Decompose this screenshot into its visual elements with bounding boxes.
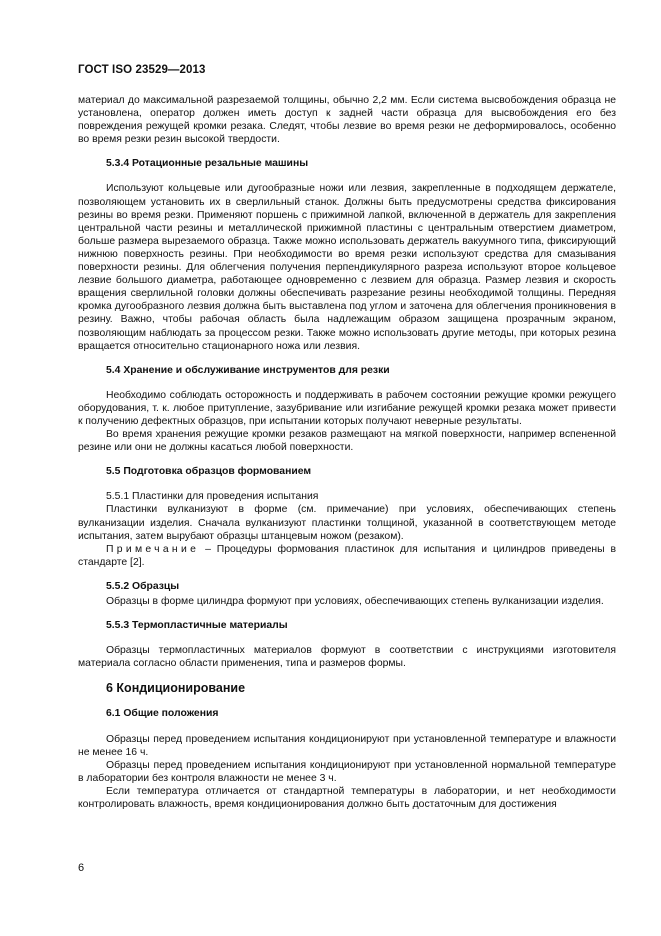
page-number: 6	[78, 862, 85, 874]
note	[78, 543, 616, 569]
paragraph-6-1-1: Образцы перед проведением испытания кондиционируют при установленной температуре и влажности не менее 16 ч.	[78, 733, 616, 758]
section-heading-5-3-4: 5.3.4 Ротационные резальные машины	[106, 158, 309, 170]
document-body	[78, 94, 616, 811]
section-heading-6-1: 6.1 Общие положения	[106, 708, 219, 720]
paragraph-5-3-4: Используют кольцевые или дугообразные ножи или лезвия, закрепленные в подходящем держателе, позволяющем установить их в сверлильный станок. Должны быть предусмотрены средства фиксирования резины во время резки. Применяют поршень с прижимной лапкой, включенной в держатель для закрепления центральной части резины и металлической прижимной пластины с центральным отверстием диаметром, больше размера вырезаемого образца. Также можно использовать держатель вакуумного типа, фиксирующий нижнюю поверхность резины. При необходимости во время резки используют средства для смазывания поверхности резины. Для облегчения получения перпендикулярного разреза используют второе кольцевое лезвие большого диаметра, работающее одновременно с лезвием для образца. Размер лезвия и скорость вращения сверлильной головки должны обеспечивать разрезание резины необходимой толщины. Передняя кромка дугообразного лезвия должна быть выставлена под углом и заточена для облегчения проникновения в резину. Важно, чтобы рабочая область была надлежащим образом защищена прозрачным экраном, позволяющим наблюдать за процессом резки. Также можно использовать другие методы, при которых резина вращается относительно стационарного ножа или лезвия.	[78, 183, 616, 352]
paragraph-5-4-1: Необходимо соблюдать осторожность и поддерживать в рабочем состоянии режущие кромки режущего оборудования, т. к. любое притупление, зазубривание или изгибание режущей кромки резака может привести к получению дефектных образцов, при испытании которых получают неверные результаты.	[78, 389, 616, 427]
section-heading-5-5-2: 5.5.2 Образцы	[106, 580, 180, 592]
note-label: Примечание	[106, 543, 200, 555]
chapter-heading-6: 6 Кондиционирование	[106, 681, 246, 696]
paragraph-intro: материал до максимальной разрезаемой толщины, обычно 2,2 мм. Если система высвобождения образца не установлена, оператор должен иметь доступ к задней части образца для высвобождения его без повреждения режущей кромки резака. Следят, чтобы лезвие во время резки не деформировалось, особенно во время резки резин высокой твердости.	[78, 95, 616, 146]
paragraph-5-4-2: Во время хранения режущие кромки резаков размещают на мягкой поверхности, например вспененной резине или они не должны касаться любой поверхности.	[78, 429, 616, 454]
paragraph-5-5-3: Образцы термопластичных материалов формуют в соответствии с инструкциями изготовителя материала согласно области применения, типа и размеров формы.	[78, 645, 616, 670]
section-heading-5-4: 5.4 Хранение и обслуживание инструментов для резки	[106, 364, 390, 376]
section-heading-5-5-3: 5.5.3 Термопластичные материалы	[106, 620, 288, 632]
section-heading-5-5: 5.5 Подготовка образцов формованием	[106, 466, 312, 478]
paragraph-5-5-2: Образцы в форме цилиндра формуют при условиях, обеспечивающих степень вулканизации изделия.	[106, 596, 604, 607]
subsection-heading-5-5-1: 5.5.1 Пластинки для проведения испытания	[106, 491, 319, 503]
paragraph-5-5-1: Пластинки вулканизуют в форме (см. примечание) при условиях, обеспечивающих степень вулканизации изделия. Сначала вулканизуют пластинки толщиной, указанной в соответствующем методе испытания, затем вырубают образцы штанцевым ножом (резаком).	[78, 504, 616, 542]
document-header: ГОСТ ISO 23529—2013	[78, 64, 206, 76]
paragraph-6-1-2: Образцы перед проведением испытания кондиционируют при установленной нормальной температуре в лаборатории без контроля влажности не менее 3 ч.	[78, 759, 616, 784]
paragraph-6-1-3: Если температура отличается от стандартной температуры в лаборатории, и нет необходимости контролировать влажность, время кондиционирования должно быть достаточным для достижения	[78, 785, 616, 811]
note-text: – Процедуры формования пластинок для испытания и цилиндров приведены в стандарте [2].	[78, 543, 616, 568]
